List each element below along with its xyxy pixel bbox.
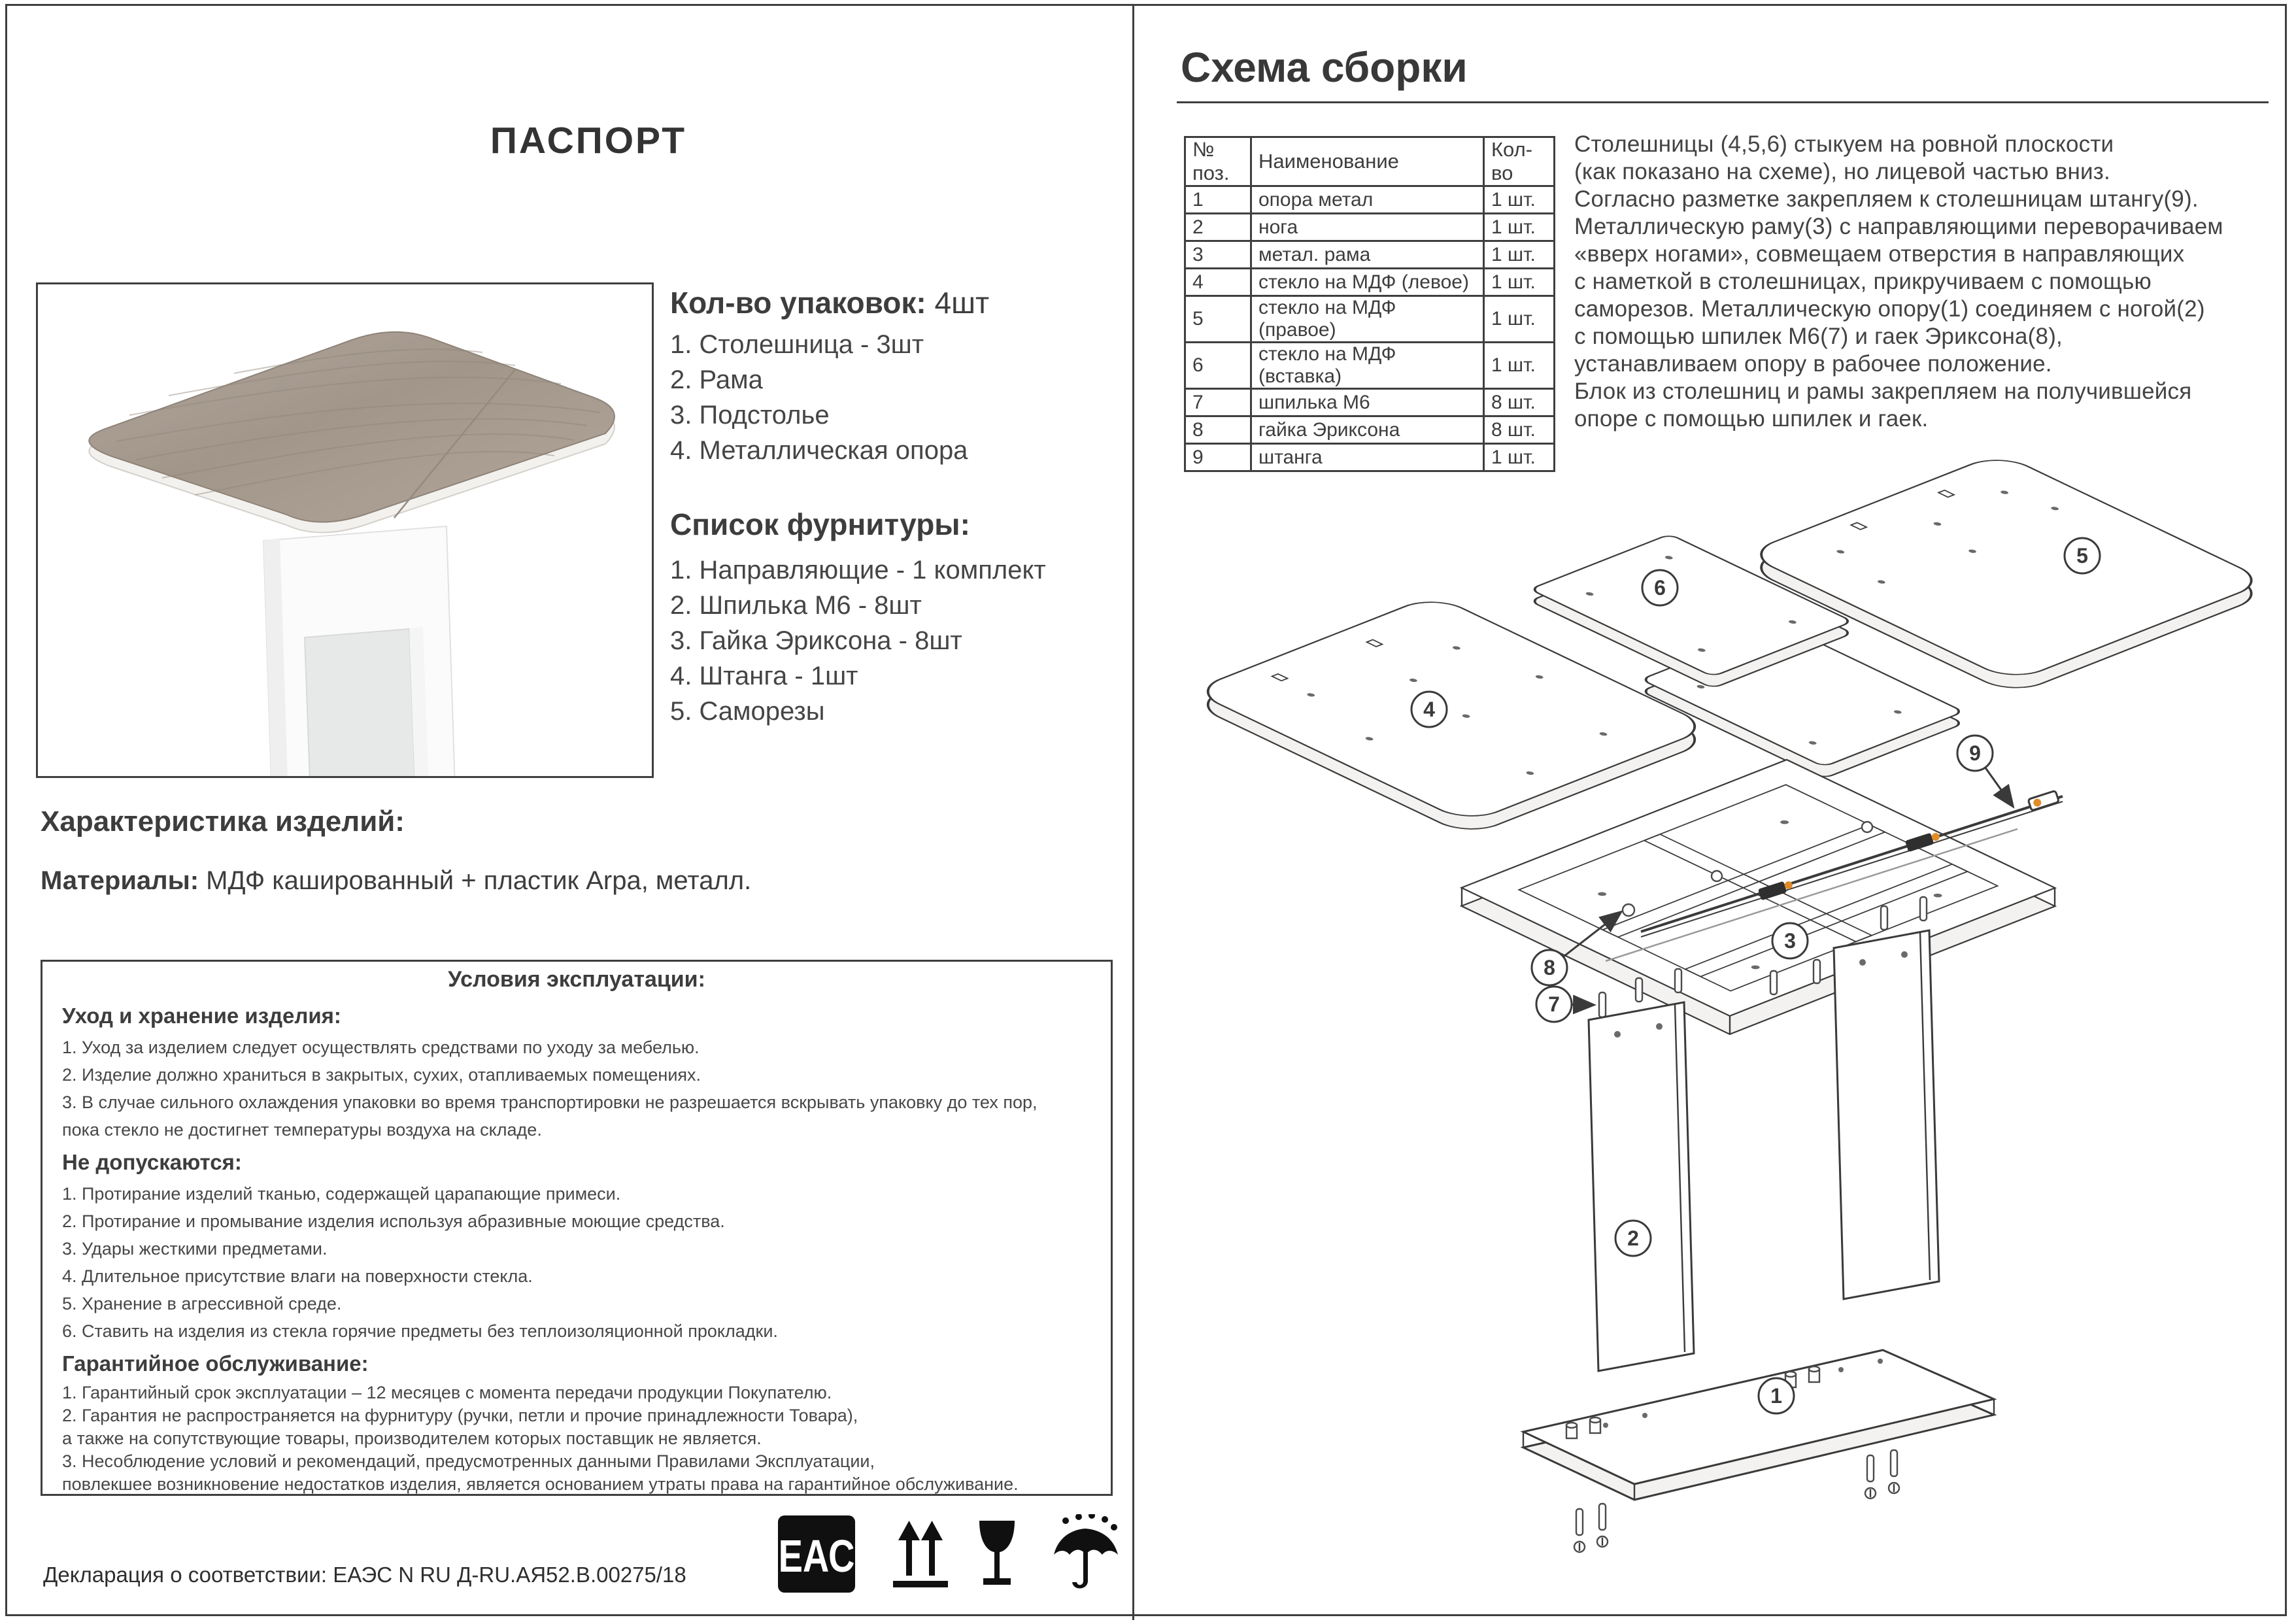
table-cell: 3	[1185, 241, 1251, 269]
list-item: 5. Хранение в агрессивной среде.	[62, 1294, 342, 1313]
list-item: Металлическую раму(3) с направляющими переворачиваем	[1574, 214, 2223, 239]
table-cell: 1 шт.	[1484, 214, 1555, 241]
diagram-callout-5	[2065, 538, 2100, 573]
list-item: 2. Изделие должно храниться в закрытых, сухих, отапливаемых помещениях.	[62, 1065, 701, 1085]
diagram-callout-9	[1957, 736, 1993, 771]
list-item: 1. Гарантийный срок эксплуатации – 12 месяцев с момента передачи продукции Покупателю.	[62, 1383, 832, 1402]
this-way-up-icon	[890, 1521, 951, 1590]
table-cell: 7	[1185, 389, 1251, 416]
table-cell: 1 шт.	[1484, 186, 1555, 214]
table-cell: 1 шт.	[1484, 296, 1555, 343]
table-row	[1185, 269, 1555, 296]
svg-text:ЕАС: ЕАС	[778, 1531, 855, 1582]
photo-tabletop	[89, 332, 615, 533]
table-cell: 4	[1185, 269, 1251, 296]
furniture-heading: Список фурнитуры:	[670, 507, 970, 541]
diagram-callout-6	[1642, 570, 1678, 605]
table-cell: нога	[1251, 214, 1484, 241]
table-cell: 1 шт.	[1484, 343, 1555, 389]
assembly-instructions	[1574, 131, 2223, 433]
table-cell: опора метал	[1251, 186, 1484, 214]
table-cell: 8 шт.	[1484, 389, 1555, 416]
table-row	[1185, 389, 1555, 416]
list-item: 3. Несоблюдение условий и рекомендаций, предусмотренных данными Правилами Эксплуатации,	[62, 1451, 875, 1471]
product-photo-frame	[36, 282, 654, 778]
assembly-diagram	[1148, 418, 2296, 1624]
table-row	[1185, 296, 1555, 343]
list-item: устанавливаем опору в рабочее положение.	[1574, 351, 2052, 377]
table-cell: штанга	[1251, 444, 1484, 471]
table-row	[1185, 214, 1555, 241]
list-item: 2. Гарантия не распространяется на фурнитуру (ручки, петли и прочие принадлежности Товара),	[62, 1406, 858, 1425]
list-item: с наметкой в столешницах, прикручиваем с помощью	[1574, 269, 2152, 294]
diagram-callout-4	[1411, 692, 1447, 727]
part-leg-left-2	[1589, 969, 1694, 1371]
parts-table-header	[1185, 137, 1555, 186]
table-cell: стекло на МДФ (левое)	[1251, 269, 1484, 296]
assembly-title: Схема сборки	[1181, 44, 1468, 91]
table-cell: 1 шт.	[1484, 269, 1555, 296]
diagram-callout-1	[1759, 1378, 1794, 1413]
list-item: «вверх ногами», совмещаем отверстия в направляющих	[1574, 241, 2185, 267]
page-divider	[1132, 4, 1134, 1620]
declaration-text: Декларация о соответствии: ЕАЭС N RU Д-RU.АЯ52.В.00275/18	[43, 1563, 686, 1587]
list-item: 4. Длительное присутствие влаги на поверхности стекла.	[62, 1266, 533, 1286]
table-cell: 2	[1185, 214, 1251, 241]
prohibited-heading: Не допускаются:	[62, 1150, 242, 1174]
list-item: 3. Подстолье	[670, 401, 830, 430]
packages-count: 4шт	[926, 286, 990, 320]
prohibited-list	[62, 1180, 778, 1345]
list-item: 3. В случае сильного охлаждения упаковки во время транспортировки не разрешается вскрывать упаковку до тех пор,	[62, 1092, 1038, 1112]
table-row	[1185, 186, 1555, 214]
list-item: 4. Металлическая опора	[670, 436, 968, 465]
table-cell: 8 шт.	[1484, 416, 1555, 444]
list-item: Наименование	[1251, 137, 1484, 186]
characteristics-heading: Характеристика изделий:	[41, 805, 405, 837]
table-cell: 6	[1185, 343, 1251, 389]
diagram-callout-2	[1615, 1221, 1651, 1256]
list-item: 1. Уход за изделием следует осуществлять средствами по уходу за мебелью.	[62, 1038, 700, 1057]
list-item: 2. Протирание и промывание изделия используя абразивные моющие средства.	[62, 1211, 725, 1231]
list-item: 2. Шпилька М6 - 8шт	[670, 591, 922, 620]
table-cell: шпилька М6	[1251, 389, 1484, 416]
packages-list	[670, 327, 968, 468]
list-item: 3. Удары жесткими предметами.	[62, 1239, 328, 1259]
conditions-title: Условия эксплуатации:	[448, 967, 705, 992]
furniture-list	[670, 552, 1046, 729]
warranty-heading: Гарантийное обслуживание:	[62, 1351, 369, 1376]
list-item: опоре с помощью шпилек и гаек.	[1574, 406, 1929, 431]
diagram-callout-3	[1772, 923, 1808, 958]
svg-text:9: 9	[1969, 741, 1981, 765]
list-item: Кол-во	[1484, 137, 1555, 186]
packages-heading-label: Кол-во упаковок:	[670, 286, 926, 320]
list-item: (как показано на схеме), но лицевой частью вниз.	[1574, 159, 2110, 184]
list-item: а также на сопутствующие товары, производителем которых поставщик не является.	[62, 1429, 762, 1448]
svg-text:5: 5	[2076, 544, 2088, 567]
svg-text:2: 2	[1627, 1226, 1639, 1250]
table-cell: стекло на МДФ (вставка)	[1251, 343, 1484, 389]
care-list	[62, 1034, 1038, 1143]
table-cell: 1 шт.	[1484, 241, 1555, 269]
table-cell: 1	[1185, 186, 1251, 214]
list-item: Согласно разметке закрепляем к столешницам штангу(9).	[1574, 186, 2199, 212]
svg-text:8: 8	[1544, 956, 1555, 979]
care-heading: Уход и хранение изделия:	[62, 1004, 341, 1028]
list-item: саморезов. Металлическую опору(1) соединяем с ногой(2)	[1574, 296, 2205, 322]
table-row	[1185, 241, 1555, 269]
list-item: № поз.	[1185, 137, 1251, 186]
fragile-glass-icon	[971, 1521, 1022, 1590]
list-item: Столешницы (4,5,6) стыкуем на ровной плоскости	[1574, 131, 2114, 157]
list-item: повлекшее возникновение недостатков изделия, является основанием утраты права на гарантийное обслуживание.	[62, 1474, 1019, 1494]
list-item: 4. Штанга - 1шт	[670, 662, 858, 690]
table-cell: 1 шт.	[1484, 444, 1555, 471]
svg-text:4: 4	[1423, 698, 1435, 721]
list-item: 2. Рама	[670, 365, 763, 394]
part-leg-right-2	[1834, 897, 1939, 1299]
materials-value: МДФ кашированный + пластик Arpa, металл.	[199, 866, 752, 895]
photo-pedestal	[263, 526, 462, 776]
svg-text:3: 3	[1784, 929, 1796, 953]
list-item: пока стекло не достигнет температуры воздуха на складе.	[62, 1120, 542, 1140]
table-cell: метал. рама	[1251, 241, 1484, 269]
svg-text:6: 6	[1654, 576, 1666, 600]
svg-text:1: 1	[1770, 1384, 1782, 1408]
table-cell: 8	[1185, 416, 1251, 444]
part-metal-base-1	[1523, 1350, 1994, 1552]
diagram-callout-8	[1532, 950, 1567, 985]
materials-line	[41, 866, 751, 896]
product-photo	[38, 284, 652, 776]
conditions-box	[41, 960, 1113, 1496]
table-cell: стекло на МДФ (правое)	[1251, 296, 1484, 343]
list-item: 1. Столешница - 3шт	[670, 330, 924, 359]
materials-label: Материалы:	[41, 866, 199, 895]
warranty-list	[62, 1381, 1019, 1496]
list-item: с помощью шпилек М6(7) и гаек Эриксона(8),	[1574, 324, 2063, 349]
table-cell: гайка Эриксона	[1251, 416, 1484, 444]
list-item: Блок из столешниц и рамы закрепляем на получившейся	[1574, 379, 2192, 404]
diagram-callout-7	[1536, 987, 1572, 1022]
title-underline	[1177, 101, 2269, 103]
list-item: 1. Направляющие - 1 комплект	[670, 556, 1046, 584]
eac-mark-icon	[777, 1514, 856, 1594]
list-item: 5. Саморезы	[670, 697, 825, 726]
table-cell: 5	[1185, 296, 1251, 343]
list-item: 3. Гайка Эриксона - 8шт	[670, 626, 962, 655]
list-item: 1. Протирание изделий тканью, содержащей царапающие примеси.	[62, 1184, 621, 1204]
list-item: 6. Ставить на изделия из стекла горячие предметы без теплоизоляционной прокладки.	[62, 1321, 778, 1341]
keep-dry-umbrella-icon	[1049, 1514, 1126, 1594]
packages-heading	[670, 285, 989, 320]
page-title-passport: ПАСПОРТ	[490, 120, 687, 161]
svg-text:7: 7	[1548, 992, 1560, 1016]
table-row	[1185, 343, 1555, 389]
table-cell: 9	[1185, 444, 1251, 471]
